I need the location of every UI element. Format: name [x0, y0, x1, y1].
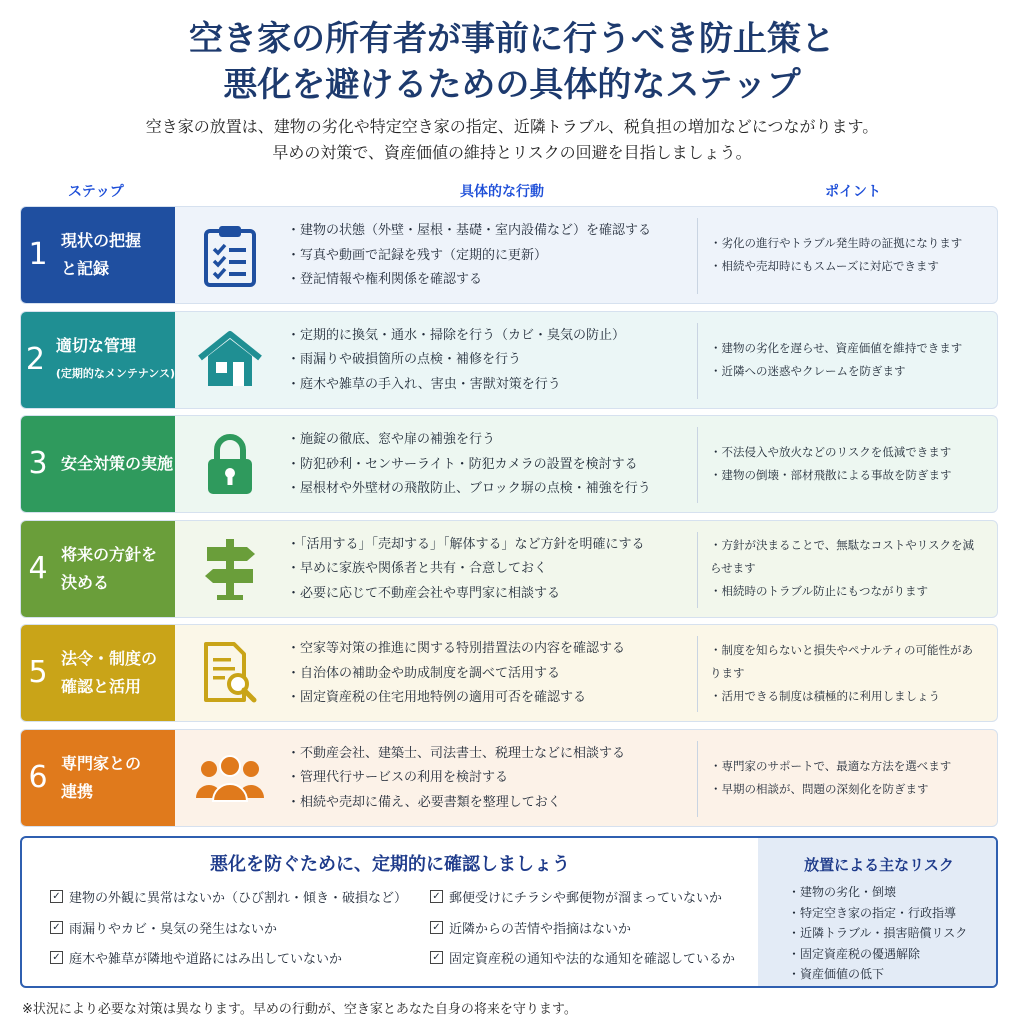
step-row [20, 729, 998, 827]
action-item: ・ 管理代行サービスの利用を検討する [287, 766, 697, 791]
step-title-line-2: 決める [61, 572, 110, 592]
column-header-action: 具体的な行動 [460, 184, 544, 200]
checklist-title: 悪化を防ぐために、定期的に確認しましょう [210, 854, 570, 875]
action-list [285, 207, 697, 303]
action-item: ・ 防犯砂利・センサーライト・防犯カメラの設置を検討する [287, 453, 697, 478]
action-list [285, 730, 697, 826]
subtitle-line-1: 空き家の放置は、建物の劣化や特定空き家の指定、近隣トラブル、税負担の増加などにつながります。 [145, 117, 879, 136]
step-title-line-2: と記録 [61, 259, 110, 278]
action-item: ・ 雨漏りや破損箇所の点検・補修を行う [287, 348, 697, 373]
checklist-item-label: 固定資産税の通知や法的な通知を確認しているか [449, 952, 736, 967]
step-header [21, 521, 175, 617]
title-line-2: 悪化を避けるための具体的なステップ [223, 65, 801, 105]
risk-item: ・ 近隣トラブル・損害賠償リスク [788, 923, 967, 944]
action-list [285, 416, 697, 512]
action-item: ・ 建物の状態（外壁・屋根・基礎・室内設備など）を確認する [287, 219, 697, 244]
action-list [285, 625, 697, 721]
checklist-item[interactable] [50, 948, 342, 967]
point-item: ・ 相続時のトラブル防止にもつながります [710, 580, 997, 603]
step-row [20, 520, 998, 618]
step-title-line-1: 現状の把握 [61, 231, 142, 250]
point-item: ・ 活用できる制度は積極的に利用しましょう [710, 685, 997, 708]
clipboard-checklist-icon [175, 207, 285, 303]
step-title-line-2: (定期的なメンテナンス) [55, 366, 175, 380]
point-item: ・ 相続や売却時にもスムーズに対応できます [710, 255, 997, 278]
point-item: ・ 近隣への迷惑やクレームを防ぎます [710, 360, 997, 383]
action-item: ・ 登記情報や権利関係を確認する [287, 268, 697, 293]
checkbox-icon[interactable]: ✓ [50, 951, 63, 964]
step-title [55, 450, 173, 478]
step-title-line-1: 将来の方針を [61, 544, 158, 564]
point-item: ・ 劣化の進行やトラブル発生時の証拠になります [710, 232, 997, 255]
point-list [698, 312, 997, 408]
checkbox-icon[interactable]: ✓ [430, 890, 443, 903]
point-item: ・ 方針が決まることで、無駄なコストやリスクを減らせます [710, 534, 980, 580]
point-list [698, 625, 997, 721]
page-subtitle [0, 114, 1024, 166]
step-row [20, 206, 998, 304]
step-title-line-2: 連携 [61, 781, 94, 801]
checklist-item[interactable] [430, 918, 631, 937]
checklist-panel [20, 836, 998, 988]
step-title-line-1: 適切な管理 [55, 335, 136, 355]
title-line-1: 空き家の所有者が事前に行うべき防止策と [189, 19, 835, 59]
point-list [698, 730, 997, 826]
step-header [21, 207, 175, 303]
point-list [698, 207, 997, 303]
checklist-section [22, 838, 758, 986]
action-item: ・ 写真や動画で記録を残す（定期的に更新） [287, 244, 697, 269]
checklist-item-label: 近隣からの苦情や指摘はないか [449, 922, 632, 937]
step-title-line-1: 安全対策の実施 [61, 454, 174, 473]
step-title [55, 750, 141, 806]
action-item: ・ 必要に応じて不動産会社や専門家に相談する [287, 582, 697, 607]
action-list [285, 521, 697, 617]
people-group-icon [175, 730, 285, 826]
signpost-icon [175, 521, 285, 617]
action-item: ・ 相続や売却に備え、必要書類を整理しておく [287, 791, 697, 816]
action-item: ・ 屋根材や外壁材の飛散防止、ブロック塀の点検・補強を行う [287, 477, 697, 502]
checkbox-icon[interactable]: ✓ [430, 921, 443, 934]
checkbox-icon[interactable]: ✓ [430, 951, 443, 964]
subtitle-line-2: 早めの対策で、資産価値の維持とリスクの回避を目指しましょう。 [272, 143, 752, 162]
step-title-line-1: 専門家との [61, 753, 142, 773]
step-header [21, 625, 175, 721]
document-search-icon [175, 625, 285, 721]
checklist-item[interactable] [50, 887, 407, 906]
action-item: ・ 固定資産税の住宅用地特例の適用可否を確認する [287, 686, 697, 711]
step-title [50, 332, 175, 388]
action-item: ・ 自治体の補助金や助成制度を調べて活用する [287, 662, 697, 687]
risk-title: 放置による主なリスク [804, 856, 954, 874]
step-number: 2 [25, 341, 45, 377]
action-item: ・ 不動産会社、建築士、司法書士、税理士などに相談する [287, 742, 697, 767]
step-number: 3 [28, 446, 48, 481]
step-header [21, 416, 175, 512]
point-item: ・ 建物の劣化を遅らせ、資産価値を維持できます [710, 337, 997, 360]
step-row [20, 311, 998, 409]
risk-list [788, 882, 967, 985]
step-title [55, 645, 157, 701]
checkbox-icon[interactable]: ✓ [50, 890, 63, 903]
point-list [698, 521, 997, 617]
risk-panel [758, 838, 998, 986]
action-item: ・ 施錠の徹底、窓や扉の補強を行う [287, 428, 697, 453]
step-row [20, 415, 998, 513]
point-item: ・ 制度を知らないと損失やペナルティの可能性があります [710, 639, 980, 685]
step-row [20, 624, 998, 722]
page-title [0, 16, 1024, 108]
risk-item: ・ 固定資産税の優遇解除 [788, 944, 967, 965]
point-item: ・ 早期の相談が、問題の深刻化を防ぎます [710, 778, 997, 801]
point-list [698, 416, 997, 512]
step-number: 1 [28, 237, 48, 272]
checklist-item[interactable] [430, 948, 735, 967]
step-number: 4 [28, 550, 48, 586]
action-item: ・ 早めに家族や関係者と共有・合意しておく [287, 557, 697, 582]
action-item: ・ 空家等対策の推進に関する特別措置法の内容を確認する [287, 637, 697, 662]
action-item: ・ 定期的に換気・通水・掃除を行う（カビ・臭気の防止） [287, 324, 697, 349]
padlock-icon [175, 416, 285, 512]
checklist-item-label: 郵便受けにチラシや郵便物が溜まっていないか [449, 891, 723, 906]
step-title [55, 227, 141, 283]
step-number: 6 [28, 759, 48, 795]
checklist-item[interactable] [430, 887, 722, 906]
risk-item: ・ 特定空き家の指定・行政指導 [788, 903, 967, 924]
risk-item: ・ 資産価値の低下 [788, 964, 967, 985]
checklist-item-label: 庭木や雑草が隣地や道路にはみ出していないか [69, 952, 343, 967]
action-list [285, 312, 697, 408]
step-number: 5 [28, 655, 48, 690]
footer-note: ※状況により必要な対策は異なります。早めの行動が、空き家とあなた自身の将来を守ります。 [22, 1002, 577, 1017]
checklist-item-label: 雨漏りやカビ・臭気の発生はないか [69, 922, 278, 937]
step-title [55, 541, 157, 597]
action-item: ・ 庭木や雑草の手入れ、害虫・害獣対策を行う [287, 373, 697, 398]
checkbox-icon[interactable]: ✓ [50, 921, 63, 934]
step-header [21, 312, 175, 408]
point-item: ・ 建物の倒壊・部材飛散による事故を防ぎます [710, 464, 997, 487]
column-header-step: ステップ [68, 184, 124, 200]
column-header-point: ポイント [825, 184, 881, 200]
step-title-line-1: 法令・制度の [61, 649, 158, 668]
house-icon [175, 312, 285, 408]
step-title-line-2: 確認と活用 [61, 677, 142, 696]
action-item: ・ 「活用する」「売却する」「解体する」など方針を明確にする [287, 533, 697, 558]
point-item: ・ 専門家のサポートで、最適な方法を選べます [710, 755, 997, 778]
checklist-item-label: 建物の外観に異常はないか（ひび割れ・傾き・破損など） [69, 891, 408, 906]
point-item: ・ 不法侵入や放火などのリスクを低減できます [710, 441, 997, 464]
step-header [21, 730, 175, 826]
risk-item: ・ 建物の劣化・倒壊 [788, 882, 967, 903]
checklist-item[interactable] [50, 918, 277, 937]
